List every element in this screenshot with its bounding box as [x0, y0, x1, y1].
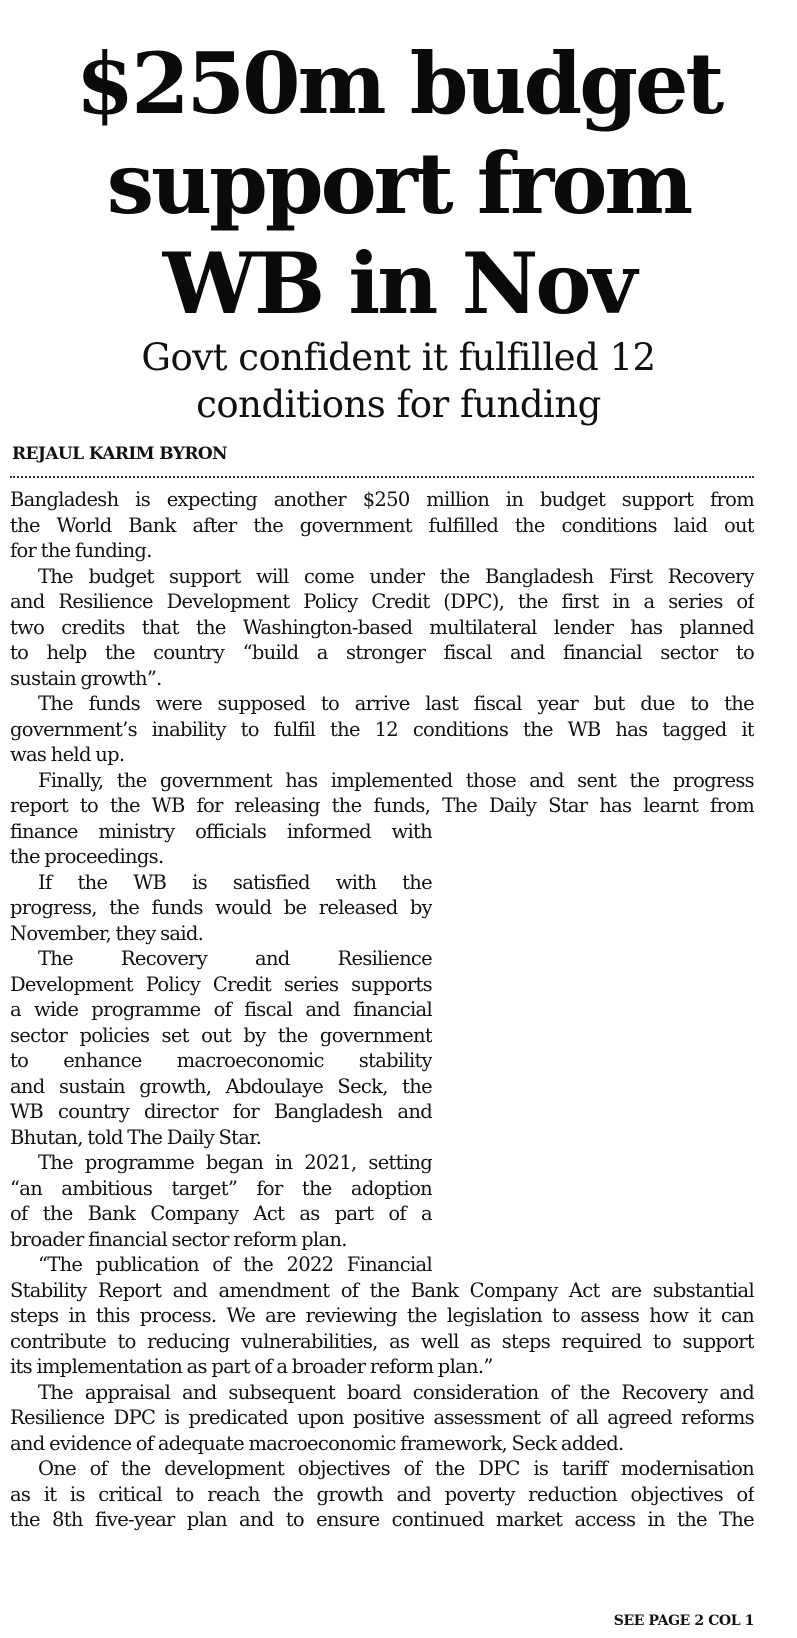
- dotted-divider: [10, 476, 754, 478]
- body-line: and sustain growth, Abdoulaye Seck, the: [10, 1074, 432, 1098]
- body-line: was held up.: [10, 743, 125, 766]
- body-line: November, they said.: [10, 921, 204, 945]
- body-line: sustain growth”.: [10, 666, 162, 690]
- body-line: The appraisal and subsequent board consideration of the Recovery and: [38, 1380, 754, 1404]
- continued-on-page-link[interactable]: SEE PAGE 2 COL 1: [613, 1613, 754, 1629]
- body-line: “an ambitious target” for the adoption: [10, 1176, 432, 1200]
- body-line: finance ministry officials informed with: [10, 819, 432, 843]
- body-line: The funds were supposed to arrive last fiscal year but due to the: [38, 692, 754, 715]
- body-line: Development Policy Credit series supports: [10, 972, 432, 996]
- body-line: If the WB is satisfied with the: [38, 870, 432, 894]
- headline-line: WB in Nov: [162, 234, 635, 333]
- headline-line: $250m budget: [75, 34, 722, 133]
- body-line: “The publication of the 2022 Financial: [38, 1253, 432, 1276]
- body-line: as it is critical to reach the growth and poverty reduction objectives of: [10, 1482, 754, 1506]
- body-line: WB country director for Bangladesh and: [10, 1100, 432, 1123]
- body-line: The programme began in 2021, setting: [38, 1151, 432, 1174]
- subheadline: [0, 334, 797, 428]
- body-line: of the Bank Company Act as part of a: [10, 1202, 432, 1225]
- headline-line: support from: [106, 134, 691, 233]
- body-line: and evidence of adequate macroeconomic framework, Seck added.: [10, 1431, 624, 1455]
- body-line: The budget support will come under the Bangladesh First Recovery: [38, 564, 754, 588]
- body-line: two credits that the Washington-based multilateral lender has planned: [10, 615, 754, 639]
- byline: REJAUL KARIM BYRON: [12, 444, 227, 464]
- headline: [0, 34, 797, 334]
- body-line: for the funding.: [10, 539, 152, 562]
- body-line: to help the country “build a stronger fiscal and financial sector to: [10, 641, 754, 664]
- body-line: government’s inability to fulfil the 12 conditions the WB has tagged it: [10, 717, 754, 741]
- body-line: Finally, the government has implemented those and sent the progress: [38, 768, 754, 792]
- body-line: report to the WB for releasing the funds, The Daily Star has learnt from: [10, 794, 754, 817]
- article-body: [10, 487, 754, 1533]
- body-line: the World Bank after the government fulfilled the conditions laid out: [10, 513, 754, 537]
- subheadline-line: Govt confident it fulfilled 12: [141, 336, 656, 379]
- body-line: Stability Report and amendment of the Bank Company Act are substantial: [10, 1278, 754, 1302]
- body-line: and Resilience Development Policy Credit (DPC), the first in a series of: [10, 590, 754, 613]
- body-line: to enhance macroeconomic stability: [10, 1049, 432, 1072]
- body-line: its implementation as part of a broader reform plan.”: [10, 1355, 493, 1378]
- subheadline-line: conditions for funding: [196, 383, 601, 426]
- body-line: the proceedings.: [10, 845, 164, 868]
- body-line: One of the development objectives of the DPC is tariff modernisation: [38, 1457, 754, 1480]
- body-line: broader financial sector reform plan.: [10, 1227, 347, 1251]
- body-line: a wide programme of fiscal and financial: [10, 998, 432, 1021]
- body-line: contribute to reducing vulnerabilities, as well as steps required to support: [10, 1329, 754, 1353]
- body-line: Resilience DPC is predicated upon positive assessment of all agreed reforms: [10, 1406, 754, 1429]
- body-line: steps in this process. We are reviewing the legislation to assess how it can: [10, 1304, 754, 1327]
- body-line: Bangladesh is expecting another $250 million in budget support from: [10, 488, 754, 511]
- body-line: the 8th five-year plan and to ensure continued market access in the The: [10, 1508, 754, 1531]
- body-line: The Recovery and Resilience: [38, 947, 432, 970]
- body-line: Bhutan, told The Daily Star.: [10, 1125, 262, 1149]
- body-line: sector policies set out by the government: [10, 1023, 432, 1047]
- body-line: progress, the funds would be released by: [10, 896, 432, 919]
